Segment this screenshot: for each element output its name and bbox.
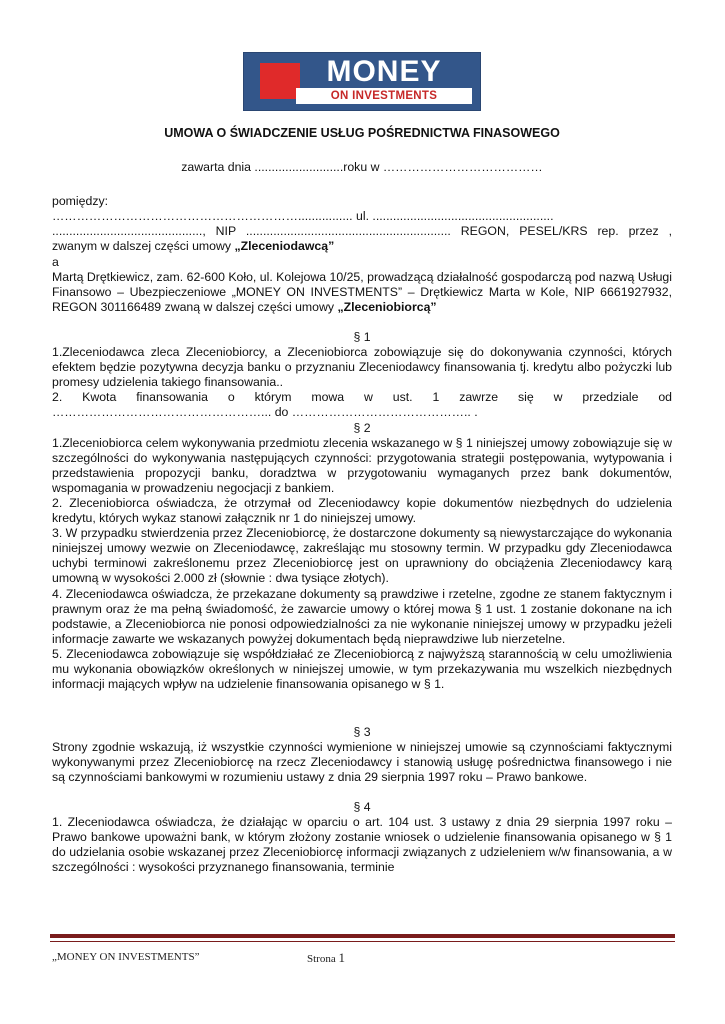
company-logo xyxy=(243,52,481,111)
section-2-paragraph-5: 5. Zleceniodawca zobowiązuje się współdziałać ze Zleceniobiorcą z najwyższą starannością w celu umożliwienia mu wykonania obowiązków określonych w niniejszej umowie, w tym przekazywania mu wszelkich niezbędnych informacji mających wpływ na udzielenie finansowania opisanego w § 1. xyxy=(52,646,672,692)
footer-rule-thick xyxy=(50,934,675,938)
section-1-paragraph-1: 1.Zleceniodawca zleca Zleceniobiorcy, a Zleceniobiorca zobowiązuje się do dokonywania czynności, których efektem będzie pozytywna decyzja banku o przyznaniu Zleceniodawcy finansowania tj. kredytu albo pożyczki lub promesy udzielenia takiego finansowania.. xyxy=(52,345,672,390)
party1-line1: ……………………………………………………................ ul. ..................................................... xyxy=(52,209,554,224)
footer-rule-thin xyxy=(50,941,675,942)
section-2-paragraph-1: 1.Zleceniobiorca celem wykonywania przedmiotu zlecenia wskazanego w § 1 niniejszej umowy zobowiązuje się w szczególności do wykonywania następujących czynności: przygotowania strategii postępowania, wytypowania i przedstawienia propozycji banku, doradztwa w przygotowaniu wymaganych przez bank dokumentów, wspomagania w prowadzeniu negocjacji z bankiem. xyxy=(52,435,672,495)
section-1-heading: § 1 xyxy=(353,329,371,344)
section-2-paragraph-3: 3. W przypadku stwierdzenia przez Zleceniobiorcę, że dostarczone dokumenty są niewystarczające do wykonania niniejszej umowy wezwie on Zleceniodawcę, zakreślając mu stosowny termin. W przypadku gdy Zleceniodawca uchybi terminowi zakreślonemu przez Zleceniobiorcę jest on uprawniony do obciążenia Zleceniodawcy karą umowną w wysokości 2.000 zł (słownie : dwa tysiące złotych). xyxy=(52,526,672,586)
party1-role: „Zleceniodawcą” xyxy=(234,239,335,254)
between-label: pomiędzy: xyxy=(52,194,109,209)
section-3-paragraph-1: Strony zgodnie wskazują, iż wszystkie czynności wymienione w niniejszej umowie są czynnościami faktycznymi wykonywanymi przez Zleceniobiorcę na rzecz Zleceniodawcy i stanowią usługę pośrednictwa finansowego i nie są czynnościami bankowymi w rozumieniu ustawy z dnia 29 sierpnia 1997 roku – Prawo bankowe. xyxy=(52,740,672,785)
footer-page xyxy=(307,951,345,966)
date-line: zawarta dnia ..........................roku w ………………………………… xyxy=(181,160,543,175)
document-body xyxy=(52,126,672,875)
section-3-heading: § 3 xyxy=(353,725,371,740)
party2-text: Martą Drętkiewicz, zam. 62-600 Koło, ul. Kolejowa 10/25, prowadzącą działalność gospodarczą pod nazwą Usługi Finansowo – Ubezpieczeniowe „MONEY ON INVESTMENTS” – Drętkiewicz Marta w Kole, NIP 6661927932, REGON 301166489 zwaną w dalszej części umowy xyxy=(52,269,672,314)
party2-role: „Zleceniobiorcą” xyxy=(337,299,437,314)
logo-main-text: MONEY xyxy=(326,55,442,88)
party1-line2 xyxy=(52,224,672,254)
document-title: UMOWA O ŚWIADCZENIE USŁUG POŚREDNICTWA FINASOWEGO xyxy=(164,126,560,140)
section-2-paragraph-2: 2. Zleceniobiorca oświadcza, że otrzymał od Zleceniodawcy kopie dokumentów niezbędnych do udzielenia kredytu, których wykaz stanowi załącznik nr 1 do niniejszej umowy. xyxy=(52,495,672,526)
logo-sub-text: ON INVESTMENTS xyxy=(296,88,472,104)
footer-page-label: Strona xyxy=(307,953,336,965)
and-label: a xyxy=(52,254,59,269)
section-4-heading: § 4 xyxy=(353,799,371,814)
section-2-heading: § 2 xyxy=(353,420,371,435)
party2 xyxy=(52,270,672,315)
section-4-paragraph-1: 1. Zleceniodawca oświadcza, że działając w oparciu o art. 104 ust. 3 ustawy z dnia 29 sierpnia 1997 roku – Prawo bankowe upoważni bank, w którym złożony zostanie wniosek o udzielenie finansowania opisanego w § 1 do udzielania osobie wskazanej przez Zleceniobiorcę informacji związanych z udzieleniem w/w finansowania, a w szczególności : wysokości przyznanego finansowania, terminie xyxy=(52,814,672,874)
footer-page-number: 1 xyxy=(338,950,345,965)
section-2-paragraph-4: 4. Zleceniodawca oświadcza, że przekazane dokumenty są prawdziwe i rzetelne, zgodne ze stanem faktycznym i prawnym oraz że ma pełną świadomość, że zawarcie umowy o której mowa § 1 ust. 1 zostanie dokonane na ich podstawie, a Zleceniobiorca nie ponosi odpowiedzialności za nie wykonanie niniejszej umowy w przypadku jeżeli informacje zawarte we wskazanych powyżej dokumentach będą nieprawdziwe lub nierzetelne. xyxy=(52,586,672,646)
footer-company: „MONEY ON INVESTMENTS” xyxy=(52,951,200,963)
section-1-paragraph-2: 2. Kwota finansowania o którym mowa w ust. 1 zawrze się w przedziale od ……………………………………………... do …………………………………….. . xyxy=(52,390,672,420)
party1-text: ............................................, NIP ............................................................ REGON, PESEL/KRS rep. przez , zwanym w dalszej części umowy xyxy=(52,224,672,254)
